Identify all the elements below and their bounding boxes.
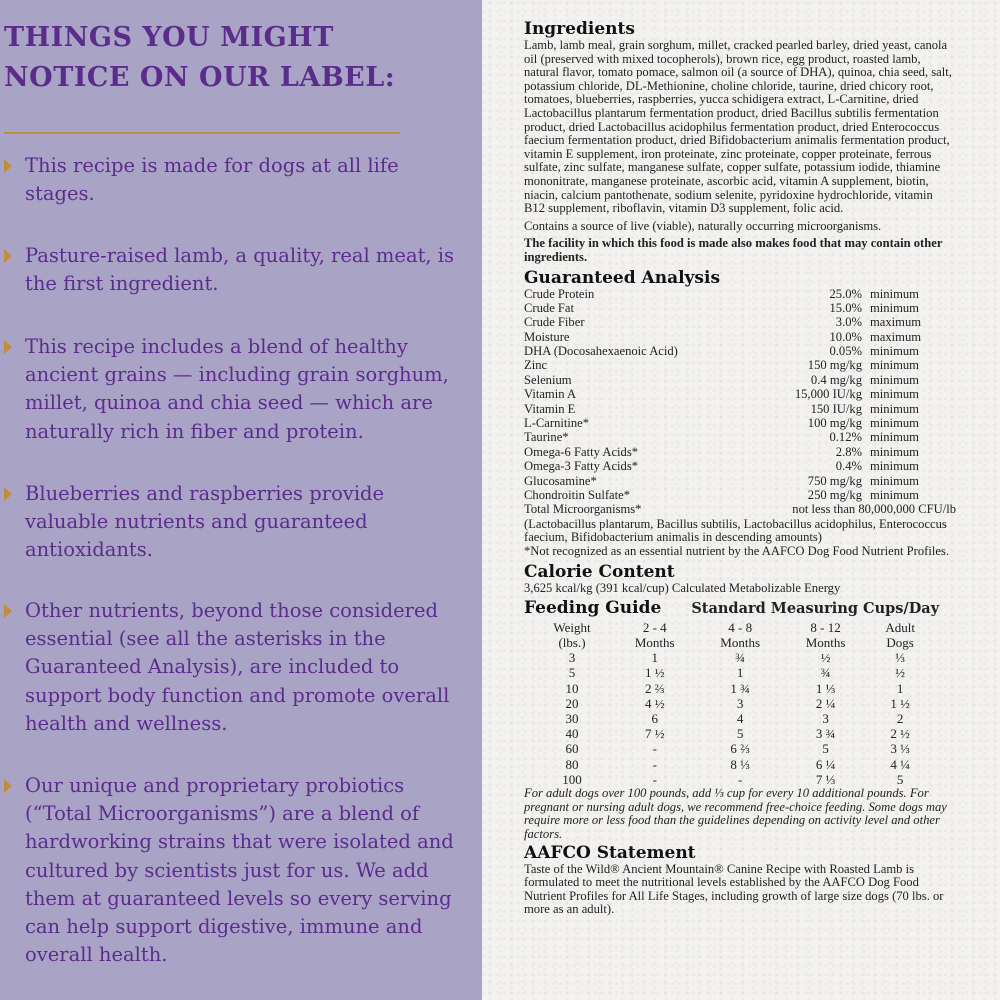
feeding-note: For adult dogs over 100 pounds, add ⅓ cup for every 10 additional pounds. For pregnant or nursing adult dogs, we recommend free-choice feeding. Some dogs may require more or less food than the guidelines depending on activity level and other factors. bbox=[524, 786, 947, 841]
analysis-value: 250 mg/kg bbox=[807, 487, 862, 502]
table-cell: 4 ¼ bbox=[890, 756, 910, 772]
analysis-qualifier: minimum bbox=[870, 387, 919, 402]
analysis-qualifier: minimum bbox=[870, 487, 919, 502]
analysis-value: 0.05% bbox=[829, 344, 862, 359]
table-row bbox=[532, 726, 932, 741]
column-header: Months bbox=[634, 635, 675, 651]
table-row bbox=[524, 331, 956, 345]
table-cell: 80 bbox=[565, 756, 579, 772]
calorie-title: Calorie Content bbox=[524, 561, 675, 582]
table-cell: ⅓ bbox=[895, 650, 905, 666]
column-header: 8 - 12 bbox=[810, 619, 841, 635]
table-row bbox=[524, 446, 956, 460]
arrow-bullet-icon bbox=[4, 487, 12, 501]
analysis-value: 10.0% bbox=[829, 329, 862, 344]
analysis-value: 0.4% bbox=[835, 459, 862, 474]
table-cell: - bbox=[652, 756, 657, 772]
analysis-qualifier: minimum bbox=[870, 473, 919, 488]
table-row bbox=[524, 316, 956, 330]
analysis-name: Crude Fiber bbox=[524, 315, 585, 330]
feeding-subtitle: Standard Measuring Cups/Day bbox=[691, 600, 940, 618]
table-cell: ¾ bbox=[735, 650, 746, 666]
table-row bbox=[532, 696, 932, 711]
analysis-qualifier: minimum bbox=[870, 430, 919, 445]
table-cell: 4 ½ bbox=[645, 695, 665, 711]
analysis-qualifier: minimum bbox=[870, 300, 919, 315]
column-header: 2 - 4 bbox=[642, 619, 667, 635]
table-cell: 20 bbox=[565, 695, 579, 711]
analysis-value: not less than 80,000,000 CFU/lb bbox=[792, 502, 956, 517]
table-cell: 3 ⅓ bbox=[890, 741, 910, 757]
bullet-text: Other nutrients, beyond those considered essential (see all the asterisks in the Guaranteed Analysis), are included to support body function and promote overall health and wellness. bbox=[25, 599, 450, 735]
table-row bbox=[532, 711, 932, 726]
analysis-name: Omega-3 Fatty Acids* bbox=[524, 459, 639, 474]
heading-line-1: THINGS YOU MIGHT bbox=[4, 22, 334, 53]
label-panel bbox=[482, 0, 1000, 1000]
analysis-qualifier: minimum bbox=[870, 444, 919, 459]
table-row bbox=[532, 757, 932, 772]
heading-line-2: NOTICE ON OUR LABEL: bbox=[4, 62, 396, 93]
table-row bbox=[532, 651, 932, 666]
analysis-name: Taurine* bbox=[524, 430, 569, 445]
table-row bbox=[524, 489, 956, 503]
analysis-qualifier: minimum bbox=[870, 358, 919, 373]
table-cell: 3 bbox=[822, 711, 829, 727]
feeding-header-row bbox=[532, 620, 932, 635]
analysis-name: Omega-6 Fatty Acids* bbox=[524, 444, 639, 459]
table-cell: 1 ½ bbox=[645, 665, 665, 681]
arrow-bullet-icon bbox=[4, 340, 12, 354]
table-row bbox=[532, 681, 932, 696]
analysis-name: L-Carnitine* bbox=[524, 416, 590, 431]
list-item bbox=[4, 242, 462, 298]
analysis-qualifier: minimum bbox=[870, 401, 919, 416]
table-cell: 30 bbox=[565, 711, 579, 727]
table-cell: - bbox=[652, 771, 657, 787]
facility-note: The facility in which this food is made also makes food that may contain other ingredients. bbox=[524, 236, 943, 264]
table-row bbox=[524, 388, 956, 402]
table-cell: 8 ⅓ bbox=[730, 756, 750, 772]
analysis-value: 15.0% bbox=[829, 300, 862, 315]
table-cell: ½ bbox=[820, 650, 831, 666]
table-cell: - bbox=[652, 741, 657, 757]
analysis-title: Guaranteed Analysis bbox=[524, 267, 721, 288]
analysis-name: Selenium bbox=[524, 372, 572, 387]
analysis-name: Vitamin A bbox=[524, 387, 577, 402]
table-row bbox=[524, 374, 956, 388]
aafco-text: Taste of the Wild® Ancient Mountain® Canine Recipe with Roasted Lamb is formulated to meet the nutritional levels established by the AAFCO Dog Food Nutrient Profiles for All Life Stages, including growth of large size dogs (70 lbs. or more as an adult). bbox=[524, 861, 944, 917]
feeding-header-row bbox=[532, 635, 932, 650]
analysis-name: Total Microorganisms* bbox=[524, 502, 642, 517]
table-row bbox=[524, 302, 956, 316]
table-cell: 2 ¼ bbox=[815, 695, 836, 711]
column-header: 4 - 8 bbox=[728, 619, 753, 635]
table-cell: 2 ½ bbox=[890, 726, 910, 742]
table-cell: 1 ½ bbox=[890, 695, 910, 711]
table-cell: 3 bbox=[736, 695, 744, 711]
analysis-value: 15,000 IU/kg bbox=[794, 387, 862, 402]
table-cell: 4 bbox=[736, 711, 744, 727]
table-row bbox=[524, 475, 956, 489]
bullet-text: Pasture-raised lamb, a quality, real meat, is the first ingredient. bbox=[25, 244, 455, 296]
table-cell: 1 bbox=[896, 680, 904, 696]
list-item bbox=[4, 152, 462, 208]
info-panel bbox=[0, 0, 482, 1000]
table-row bbox=[524, 431, 956, 445]
analysis-value: 100 mg/kg bbox=[807, 416, 862, 431]
table-cell: 5 bbox=[822, 741, 829, 757]
analysis-row-microorganisms bbox=[524, 503, 956, 517]
list-item bbox=[4, 333, 462, 446]
table-cell: 5 bbox=[568, 665, 576, 681]
analysis-qualifier: minimum bbox=[870, 344, 919, 359]
table-row bbox=[524, 359, 956, 373]
aafco-title: AAFCO Statement bbox=[524, 842, 696, 863]
table-row bbox=[524, 403, 956, 417]
analysis-name: Chondroitin Sulfate* bbox=[524, 487, 630, 502]
column-header: Dogs bbox=[886, 635, 914, 651]
microorganisms-detail: (Lactobacillus plantarum, Bacillus subtilis, Lactobacillus acidophilus, Enterococcus faecium, Bifidobacterium animalis in descending amounts) bbox=[524, 516, 947, 545]
table-row bbox=[532, 772, 932, 787]
table-cell: 3 ¾ bbox=[815, 726, 836, 742]
table-cell: 6 ¼ bbox=[815, 756, 836, 772]
analysis-footnote: *Not recognized as an essential nutrient by the AAFCO Dog Food Nutrient Profiles. bbox=[524, 543, 949, 558]
arrow-bullet-icon bbox=[4, 249, 12, 263]
bullet-text: Our unique and proprietary probiotics (“Total Microorganisms”) are a blend of hardworking strains that were isolated and cultured by scientists just for us. We add them at guaranteed levels so every serving can help support digestive, immune and overall health. bbox=[25, 774, 454, 967]
analysis-table bbox=[524, 288, 956, 504]
arrow-bullet-icon bbox=[4, 604, 12, 618]
analysis-value: 25.0% bbox=[829, 286, 862, 301]
arrow-bullet-icon bbox=[4, 779, 12, 793]
column-header: Adult bbox=[885, 619, 915, 635]
column-header: Weight bbox=[553, 619, 591, 635]
table-cell: 1 bbox=[651, 650, 658, 666]
calorie-text: 3,625 kcal/kg (391 kcal/cup) Calculated Metabolizable Energy bbox=[524, 580, 841, 595]
bullet-text: Blueberries and raspberries provide valuable nutrients and guaranteed antioxidants. bbox=[25, 482, 385, 562]
table-cell: 2 ⅔ bbox=[645, 680, 665, 696]
list-item bbox=[4, 772, 462, 969]
table-row bbox=[524, 288, 956, 302]
analysis-name: Vitamin E bbox=[524, 401, 576, 416]
heading-divider bbox=[4, 132, 400, 134]
feeding-header bbox=[524, 599, 956, 618]
analysis-value: 0.12% bbox=[829, 430, 862, 445]
table-cell: 1 ⅓ bbox=[815, 680, 836, 696]
list-item bbox=[4, 480, 462, 565]
table-cell: 1 ¾ bbox=[730, 680, 750, 696]
table-cell: 6 ⅔ bbox=[730, 741, 750, 757]
table-cell: 40 bbox=[565, 726, 579, 742]
table-cell: 1 bbox=[736, 665, 744, 681]
ingredients-text: Lamb, lamb meal, grain sorghum, millet, cracked pearled barley, dried yeast, canola oil (preserved with mixed tocopherols), brown rice, egg product, roasted lamb, natural flavor, tomato pomace, salmon oil (a source of DHA), quinoa, chia seed, salt, potassium chloride, DL-Methionine, choline chloride, taurine, dried chicory root, tomatoes, blueberries, raspberries, yucca schidigera extract, L-Carnitine, dried Lactobacillus plantarum fermentation product, dried Bacillus subtilis fermentation product, dried Lactobacillus acidophilus fermentation product, dried Enterococcus faecium fermentation product, dried Bifidobacterium animalis fermentation product, vitamin E supplement, iron proteinate, zinc proteinate, copper proteinate, ferrous sulfate, zinc sulfate, manganese sulfate, copper sulfate, potassium iodide, thiamine mononitrate, manganese proteinate, ascorbic acid, vitamin A supplement, biotin, niacin, calcium pantothenate, sodium selenite, pyridoxine hydrochloride, vitamin B12 supplement, riboflavin, vitamin D3 supplement, folic acid. bbox=[524, 38, 952, 216]
analysis-qualifier: maximum bbox=[870, 315, 922, 330]
analysis-value: 2.8% bbox=[835, 444, 862, 459]
live-microorganisms-note: Contains a source of live (viable), naturally occurring microorganisms. bbox=[524, 218, 882, 233]
analysis-qualifier: minimum bbox=[870, 416, 919, 431]
table-row bbox=[524, 417, 956, 431]
table-cell: - bbox=[737, 771, 743, 787]
table-cell: 7 ⅓ bbox=[815, 771, 836, 787]
ingredients-title: Ingredients bbox=[524, 19, 635, 39]
feeding-table bbox=[532, 620, 932, 787]
table-cell: 2 bbox=[896, 711, 904, 727]
table-cell: 7 ½ bbox=[645, 726, 665, 742]
panel-heading bbox=[4, 18, 462, 98]
arrow-bullet-icon bbox=[4, 159, 12, 173]
analysis-value: 150 IU/kg bbox=[810, 401, 862, 416]
table-cell: 3 bbox=[568, 650, 576, 666]
table-row bbox=[532, 742, 932, 757]
analysis-qualifier: maximum bbox=[870, 329, 922, 344]
analysis-value: 150 mg/kg bbox=[807, 358, 862, 373]
analysis-name: Zinc bbox=[524, 358, 548, 373]
analysis-name: Glucosamine* bbox=[524, 473, 597, 488]
table-cell: 60 bbox=[565, 741, 579, 757]
list-item bbox=[4, 597, 462, 738]
bullet-text: This recipe includes a blend of healthy ancient grains — including grain sorghum, millet, quinoa and chia seed — which are naturally rich in fiber and protein. bbox=[25, 335, 449, 443]
column-header: Months bbox=[805, 635, 846, 651]
table-cell: 100 bbox=[562, 771, 582, 787]
analysis-value: 3.0% bbox=[835, 315, 862, 330]
analysis-qualifier: minimum bbox=[870, 286, 919, 301]
analysis-qualifier: minimum bbox=[870, 459, 919, 474]
analysis-value: 750 mg/kg bbox=[807, 473, 862, 488]
table-cell: 5 bbox=[736, 726, 744, 742]
table-cell: 10 bbox=[565, 680, 579, 696]
table-cell: 5 bbox=[896, 771, 904, 787]
analysis-name: Crude Fat bbox=[524, 300, 575, 315]
table-row bbox=[524, 460, 956, 474]
analysis-name: Moisture bbox=[524, 329, 570, 344]
table-cell: 6 bbox=[651, 711, 658, 727]
analysis-name: DHA (Docosahexaenoic Acid) bbox=[524, 344, 678, 359]
table-cell: ¾ bbox=[820, 665, 831, 681]
column-header: (lbs.) bbox=[558, 635, 586, 651]
table-row bbox=[524, 345, 956, 359]
analysis-qualifier: minimum bbox=[870, 372, 919, 387]
table-row bbox=[532, 666, 932, 681]
analysis-name: Crude Protein bbox=[524, 286, 595, 301]
table-cell: ½ bbox=[895, 665, 905, 681]
column-header: Months bbox=[720, 635, 761, 651]
feeding-title: Feeding Guide bbox=[524, 598, 662, 619]
bullet-text: This recipe is made for dogs at all life stages. bbox=[25, 154, 399, 206]
analysis-value: 0.4 mg/kg bbox=[810, 372, 862, 387]
